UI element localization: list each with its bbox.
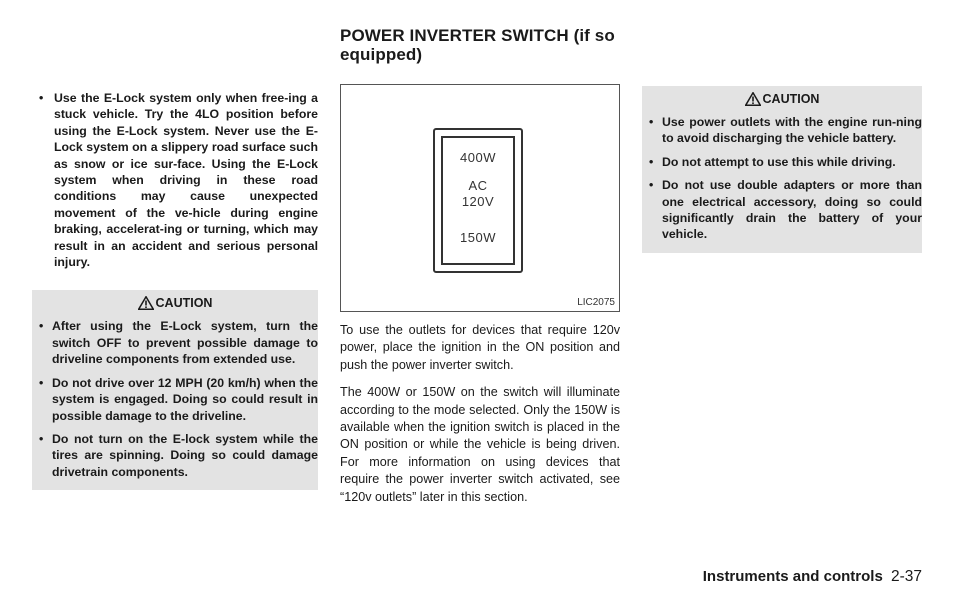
left-column bbox=[32, 90, 318, 490]
list-item: • Use power outlets with the engine run-ning to avoid discharging the vehicle battery. bbox=[642, 114, 922, 147]
switch-label-ac: AC bbox=[468, 178, 488, 193]
figure-code: LIC2075 bbox=[577, 297, 615, 308]
section-title-line2: equipped) bbox=[340, 45, 423, 64]
caution-label: CAUTION bbox=[155, 296, 213, 311]
intro-bullet-list bbox=[32, 90, 318, 270]
switch-label-400w: 400W bbox=[460, 150, 496, 165]
list-item: • Do not drive over 12 MPH (20 km/h) when the system is engaged. Doing so could result in possible damage to the driveline. bbox=[32, 375, 318, 424]
page-number: 2-37 bbox=[890, 568, 922, 585]
caution-bullet-list bbox=[642, 114, 922, 243]
switch-label-120v: 120V bbox=[461, 194, 495, 209]
caution-box-right bbox=[642, 86, 922, 253]
paragraph: To use the outlets for devices that require 120v power, place the ignition in the ON position and push the power inverter switch. bbox=[340, 323, 620, 372]
caution-box-left bbox=[32, 290, 318, 490]
warning-icon bbox=[138, 296, 154, 310]
list-item: • Do not use double adapters or more than one electrical accessory, doing so could significantly drain the battery of your vehicle. bbox=[642, 177, 922, 243]
section-heading bbox=[340, 26, 620, 64]
caution-heading bbox=[642, 92, 922, 106]
paragraph: The 400W or 150W on the switch will illuminate according to the mode selected. Only the 150W is available when the ignition switch is placed in the ON position or while the vehicle is being driven. For more information on using devices that require the power inverter switch activated, see “120v outlets” later in this section. bbox=[340, 385, 620, 504]
switch-label-150w: 150W bbox=[460, 230, 496, 245]
section-title bbox=[340, 26, 620, 64]
body-text bbox=[340, 322, 620, 516]
warning-icon bbox=[745, 92, 761, 106]
list-item: • Use the E-Lock system only when free-ing a stuck vehicle. Try the 4LO position before using the E-Lock system. Never use the E-Lock system on a slippery road surface such as snow or ice sur-face. Using the E-Lock system when driving in these road conditions may cause unexpected movement of the ve-hicle during engine braking, accelerat-ing or turning, which may result in an accident and serious personal injury. bbox=[32, 90, 318, 270]
chapter-title: Instruments and controls bbox=[702, 568, 883, 585]
caution-heading bbox=[32, 296, 318, 310]
right-column bbox=[642, 86, 922, 253]
caution-label: CAUTION bbox=[762, 92, 820, 106]
inverter-switch-illustration bbox=[433, 128, 523, 273]
page-footer bbox=[703, 568, 922, 586]
list-item: • Do not turn on the E-lock system while the tires are spinning. Doing so could damage drivetrain components. bbox=[32, 431, 318, 480]
switch-face bbox=[441, 136, 515, 265]
list-item: • Do not attempt to use this while driving. bbox=[642, 154, 922, 170]
section-title-line1: POWER INVERTER SWITCH (if so bbox=[340, 26, 615, 45]
list-item: • After using the E-Lock system, turn the switch OFF to prevent possible damage to driveline components from extended use. bbox=[32, 318, 318, 367]
caution-bullet-list bbox=[32, 318, 318, 480]
switch-figure bbox=[340, 84, 620, 312]
